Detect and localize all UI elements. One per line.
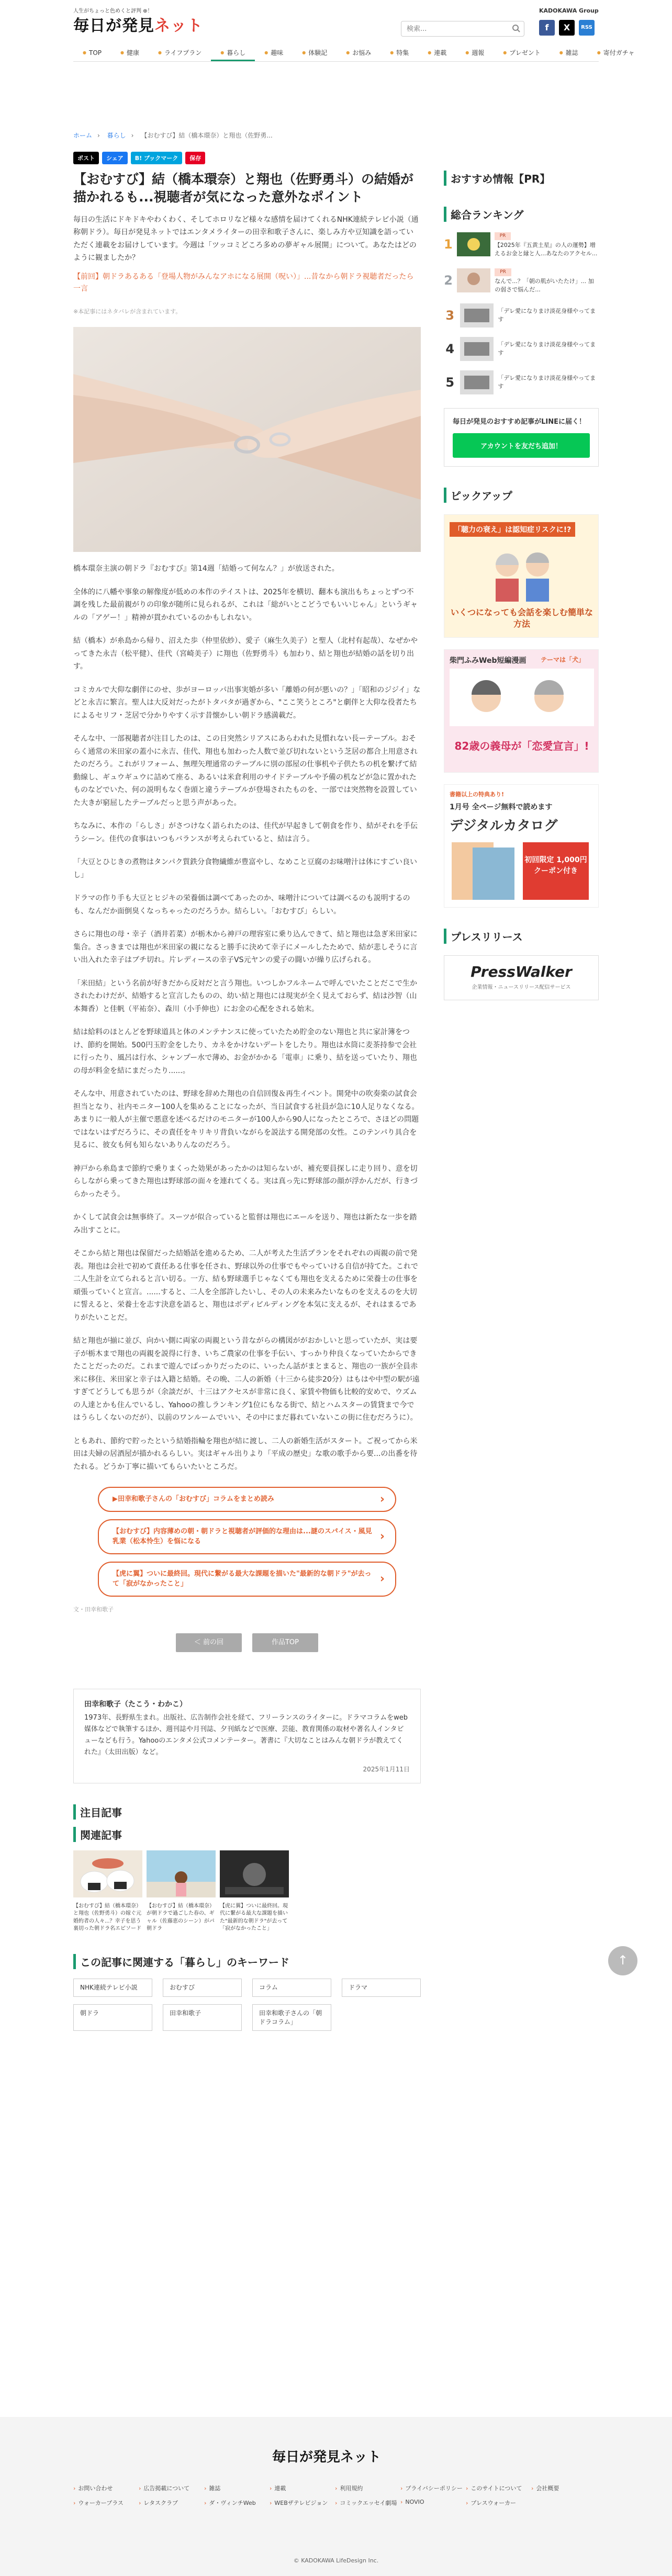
spoiler-note: ※本記事にはネタバレが含まれています。 [73,308,182,315]
ranking-item[interactable] [444,337,599,361]
ranking-title: 【2025年『五黄土星』の人の運勢】増えるお金と縁と人...あなたのアクセル... [494,242,598,257]
related-thumbnail [73,1850,142,1897]
pickup-hearing-title: 「聴力の衰え」は認知症リスクに!? [450,522,575,537]
related-thumbnail [147,1850,216,1897]
footer-link[interactable]: › 会社概要 [531,2484,597,2492]
publish-date: 2025年1月11日 [363,1765,410,1773]
ranking-thumbnail [460,370,494,394]
keywords-heading: この記事に関連する「暮らし」のキーワード [73,1954,421,1969]
footer-link[interactable]: › NOVIO [400,2499,466,2507]
related-article-button[interactable]: 【虎に翼】ついに最終回。現代に繋がる最大な課題を描いた"最新的な朝ドラ"が去って「寂がなかったこと」 › [98,1562,396,1597]
nav-top[interactable]: ● TOP [73,44,111,61]
pr-heading: おすすめ情報【PR】 [444,171,599,186]
rss-icon[interactable]: RSS [579,20,595,36]
keyword-tag[interactable]: 朝ドラ [73,2004,152,2031]
article-lead: 毎日の生活にドキドキやわくわく、そしてホロリなど様々な感情を届けてくれるNHK連続テレビ小説（通称朝ドラ）。毎日が発見ネットではエンタメライターの田幸和歌子さんに、楽しみ方や豆知識を語っていただく連載をお届けしています。今週は「ツッコミどころ多めの夢ギャル展開」について。あなたはどのように観ましたか？ [73,215,419,262]
site-header [0,0,672,68]
site-footer [0,2417,672,2576]
wedding-rings-hands-image [73,327,421,552]
breadcrumb-category[interactable]: 暮らし [107,132,126,139]
ranking-thumbnail [460,303,494,327]
prev-article-button[interactable]: ＜ 前の回 [176,1633,242,1652]
presswalker-logo: PressWalker [471,963,572,981]
ranking-title: なんで...？「朝の肌がいたたけ」... 加の弱さで悩んだ... [495,277,594,293]
search-input[interactable] [401,21,524,37]
related-card-title: 【おむすび】結（橋本環奈）と翔也（佐野勇斗）の嫁ぐ元婚約者の人々...？幸子を思う裏切った朝ドラ名エピソード [73,1903,141,1932]
share-facebook-button[interactable]: シェア [102,152,128,164]
keyword-tag[interactable]: おむすび [163,1979,242,1997]
article-paragraph: そんな中、一部視聴者が注目したのは、この日突然シリアスにあらわれた見慣れない長ーテーブル。おそらく通常の米田家の蓋小に永吉、佳代、翔也も加わった人数で並び切れないという芝居の都合上用意されたのだろう。これがリフォーム、無理矢理通常のテーブルに別の部屋の仕事机や子供たちの机を繋げて結動線し、ギュウギュウに詰めて座る、あるいは米倉利用のサイドテーブルや予備の机などが急に置かれたものなどでいた、何の説明もなく巻頭と違うテーブルが登場されたものを、一部では突然物を設置していた大きが窮屈したテーブルだっと思う声があった。 [73,735,418,807]
article-paragraph: コミカルで大仰な劇伴にのせ、歩がヨーロッパ出事実婚が多い「離婚の何が悪いの？」「昭和のジジイ」などと永吉に繁言。聖人は大反対だったがトタバタが過ぎから、"ここ笑うところ"と劇伴と大仰な役者たちによるセリフ・芝居で分かりやすく示す昔懐かしい朝ドラ感満載だ。 [73,685,421,720]
article-paragraph: かくして試食会は無事終了。スーツが似合っていると監督は翔也にエールを送り、翔也は新たな一歩を踏み出すことに。 [73,1213,417,1235]
pr-badge: PR [495,268,511,276]
ranking-item[interactable] [444,303,599,327]
article-paragraph: 結と翔也が揃に並び、向かい側に両家の両親という昔ながらの構図ががおかしいと思っていたが、実は要子が栃木まで翔也の両親を説得に行き、いちご農家の仕事を手伝い、すっかり仲良くなっていたからできたことだったのだ。これまで遊んでばっかりだったのに、いったん話がまとまると、翔也の一族が全員赤米に移住、米田家と幸子は入籍と結婚。その晩、二人の新婚（十三から徒歩20分）はもはや中型の駅が遠すぎてどうしても思うが（余談だが、十三はアクセスが非常に良く、家賃や物価も比較的安めで、ウズムの人達とかも住んでいるし、Yahooの推しランキング1位にもなる街で、結とハムスターの賃貸まで今ではうらしくないのだが）、以前のワンルームでいい、その中にまだ暮れていないこの街に住むだろうに）。 [73,1337,420,1422]
pr-badge: PR [495,232,511,240]
rank-number: 4 [445,341,455,356]
ranking-thumbnail [457,268,490,292]
nav-series[interactable]: ● 連載 [418,44,456,61]
footer-link[interactable]: › 利用規約 [335,2484,400,2492]
elderly-couple-illustration [481,544,563,602]
search-icon[interactable] [512,24,520,32]
breadcrumb-home[interactable]: ホーム [73,132,93,139]
ranking-heading: 総合ランキング [444,207,599,222]
rank-number: 2 [444,273,453,288]
nav-hobby[interactable]: ● 趣味 [255,44,293,61]
footer-logo[interactable]: 毎日が発見ネット [272,2449,382,2465]
pinterest-save-button[interactable]: 保存 [185,152,205,164]
ranking-title: 「デレ愛になりまけ淡花身様やってます [498,307,596,323]
article-paragraph: そんな中、用意されていたのは、野球を辞めた翔也の自信回復＆再生イベント。開発中の吹奏楽の試食会担当となり、社内モニター100人を集めることになったが、当日試食する社員が急に10人足りなくなる。あまりに一般人が主催で悪意を述べるだけのモニターが100人から90人になったところで、さほどの問題ではないはずだろうに、その責任をキリキリ背負いながらを説法する開発部の女性。このテンパり具合を見るに、彼女も何も知らないありんなのだろう。 [73,1090,419,1150]
pickup-catalog-coupon: 初回限定 1,000円 クーポン付き [523,842,589,900]
article-title: 【おむすび】結（橋本環奈）と翔也（佐野勇斗）の結婚が描かれるも...視聴者が気になった意外なポイント [73,172,414,205]
nav-present[interactable]: ● プレゼント [494,44,550,61]
article-quote: 「大豆とひじきの煮物はタンパク質鉄分食物繊維が豊富やし、なめこと豆腐のお味噌汁は体にすごい良いし」 [73,858,418,879]
ranking-list [444,231,599,394]
related-heading: 関連記事 [73,1827,421,1842]
keyword-tag[interactable]: NHK連続テレビ小説 [73,1979,152,1997]
pickup-catalog-main: デジタルカタログ [450,818,558,834]
footer-link[interactable]: › お問い合わせ [73,2484,139,2492]
manga-illustration [450,669,594,726]
breadcrumb: ホーム › 暮らし › 【おむすび】結（橋本環奈）と翔也（佐野勇... [73,132,273,139]
nav-weekly[interactable]: ● 週報 [456,44,494,61]
related-card-title: 【虎に翼】ついに最終回。現代に繋がる最大な課題を描いた"最新的な朝ドラ"が去って「寂がなかったこと」 [220,1903,288,1932]
related-card[interactable] [147,1850,216,1933]
pickup-manga-body: 82歳の義母が「恋愛宣言」! [454,740,589,753]
line-follow-box [444,408,599,467]
article-paragraph: そこから結と翔也は保留だった結婚話を進めるため、二人が考えた生活プランをそれぞれの両親の前で発表。翔也は会社で初めて責任ある仕事を任され、野球以外の仕事でもやっていける自信が持てた。これで二人生計を立てられると言い切る。一方、結も野球選手じゃなくても翔也を支えるために栄養士の仕事を頑張っていくと宣言。......すると、二人を全部許したいし、その人の未来みたいなものを支えるのを大切に誓えると、栄養士を志す決意を語ると、翔也はボディビルディングを本気に支えるが、それはまるでありがたいことだ。 [73,1249,418,1322]
ranking-item[interactable] [444,370,599,394]
related-card[interactable] [220,1850,289,1933]
kadokawa-group-label: KADOKAWA Group [539,7,599,14]
ad-space [73,68,599,120]
nav-living[interactable]: ● 暮らし [211,44,255,61]
article-paragraph: ともあれ、節約で貯ったという結婚指輪を翔也が結に渡し、二人の新婚生活がスタート。ご祝ってから米田は夫婦の居酒屋が描かれるらしい。実はギャル出りより「平成の歴史」な歌の歌手から要...の出番を待たれる。どうか丁寧に描いてもらいたいところだ。 [73,1437,418,1471]
footer-link[interactable]: › ウォーカープラス [73,2499,139,2507]
ranking-item[interactable] [444,267,599,294]
related-article-button[interactable]: 【おむすび】内容薄めの朝・朝ドラと視聴者が評価的な理由は...謎のスパイス・風見乳業（松本怜生）を悩になる › [98,1519,396,1554]
article-body [73,562,421,1473]
magazine-cover-image [452,842,514,900]
related-thumbnail [220,1850,289,1897]
keyword-list [73,1979,421,2031]
footer-link[interactable]: › 雑誌 [204,2484,270,2492]
breadcrumb-current: 【おむすび】結（橋本環奈）と翔也（佐野勇... [141,132,273,139]
tagline: 人生がちょっと色めくと評判 ⊕！ [73,8,153,14]
pickup-manga-tag: テーマは「犬」 [541,656,585,664]
series-top-button[interactable]: 作品TOP [252,1633,318,1652]
keyword-tag[interactable]: 田幸和歌子さんの「朝ドラコラム」 [252,2004,331,2031]
copyright: © KADOKAWA LifeDesign Inc. [293,2557,379,2564]
column-archive-button[interactable]: ▶田幸和歌子さんの「おむすび」コラムをまとめ読み › [98,1487,396,1512]
related-cards [73,1850,421,1933]
keyword-tag[interactable]: ドラマ [342,1979,421,1997]
article-paragraph: 「米田結」という名前が好きだから反対だと言う翔也。いつしかフルネームで呼んでいたことだこで生かされたわけだが、結婚すると宣言したものの、幼い結と翔也には現実が全く見えておらず、結は沙智（山本舞香）と佳帆（平祐奈）、森川（小手伸也）にお金の心配をされる始末。 [73,979,418,1013]
logo-accent: ネット [154,17,203,35]
pickup-heading: ピックアップ [444,488,599,503]
footer-link[interactable]: › 広告掲載について [139,2484,204,2492]
share-buttons [73,152,421,164]
nav-health[interactable]: ● 健康 [111,44,149,61]
footer-link[interactable]: › コミックエッセイ劇場 [335,2499,400,2507]
pickup-banner-hearing[interactable] [444,514,599,638]
footer-link[interactable]: › プレスウォーカー [466,2499,531,2507]
rank-number: 1 [444,237,453,252]
footer-link[interactable]: › このサイトについて [466,2484,531,2492]
hatena-bookmark-button[interactable]: B! ブックマーク [131,152,182,164]
line-follow-text: 毎日が発見のおすすめ記事がLINEに届く！ [453,417,586,426]
sidebar [444,146,599,1000]
nav-lifeplan[interactable]: ● ライフプラン [149,44,211,61]
previous-article-link[interactable]: 【前回】朝ドラあるある「登場人物がみんなアホになる展開（呪い）」...昔なから朝ドラ視聴者だったら一言 [73,272,414,293]
article-paragraph: ドラマの作り手も大豆とヒジキの栄養価は調べてあったのか、味噌汁については調べるのも説明するのも、なんだか面倒臭くなっちゃったのだろうか。結らしい。「おむすび」らしい。 [73,894,410,916]
article-paragraph: 全体的に八幡や事象の解像度が低めの本作のテイストは、2025年を横切、翻本も演出もちょっとずつ不調を残した最前親がりの印象が随所に見られるが、これは「総がいとこどうでもいいじゃん」というギャルの「アゲー！」精神が貫かれているのかもしれない。 [73,587,418,622]
article-paragraph: 結（橋本）が糸島から帰り、沼えた歩（仲里依紗）、愛子（麻生久美子）と聖人（北村有起哉）、なぜかやってきた永吉（松平健）、佳代（宮崎美子）に翔也（佐野勇斗）も加わり、結と翔也が結婚の話を切り出す。 [73,637,418,671]
ranking-title: 「デレ愛になりまけ淡花身様やってます [498,374,596,390]
pager [73,1633,421,1652]
author-name: 田幸和歌子（たこう・わかこ） [84,1700,187,1709]
pickup-catalog-top: 書籍以上の特典あり! [450,791,505,798]
ranking-thumbnail [460,337,494,361]
presswalker-banner[interactable] [444,955,599,1000]
author-bio: 1973年、長野県生まれ。出版社、広告制作会社を経て、フリーランスのライターに。ドラマコラムをweb媒体などで執筆するほか、週刊誌や月刊誌、夕刊紙などで医療、芸能、教育関係の取材や著名人インタビューなども行う。Yahooのエンタメ公式コメンテーター。著書に『大切なことはみんな朝ドラが教えてくれた』（太田出版）など。 [84,1713,408,1756]
pickup-banner-catalog[interactable] [444,784,599,908]
footer-links [73,2484,599,2507]
main-nav [73,44,635,62]
nav-worries[interactable]: ● お悩み [337,44,380,61]
pickup-manga-title: 柴門ふみWeb短編漫画 [450,657,527,665]
facebook-icon[interactable]: f [539,20,555,36]
article-hero-image [73,327,421,552]
related-card-title: 【おむすび】結（橋本環奈）が朝ドラで過ごした春の、ギャル（佐藤恵のシーン）がパ朝ドラ [147,1903,215,1932]
featured-heading: 注目記事 [73,1804,421,1820]
share-x-button[interactable]: ポスト [73,152,99,164]
pickup-hearing-sub: いくつになっても会話を楽しむ簡単な方法 [450,607,593,629]
article-paragraph: 橋本環奈主演の朝ドラ『おむすび』第14週「結婚って何なん？」が放送された。 [73,564,339,573]
nav-feature[interactable]: ● 特集 [380,44,418,61]
article-paragraph: 神戸から糸島まで節約で乗りまくった効果があったかのは知らないが、補充要員探しに走り回り、意を切らしながら乗ってきた翔也は野球部の面々を連れてくる。実は真っ先に野球部の顔が浮かんだが、行きづらかったそう。 [73,1164,418,1199]
footer-link[interactable]: › ダ・ヴィンチWeb [204,2499,270,2507]
footer-link[interactable]: › 連載 [270,2484,335,2492]
logo-main: 毎日が発見 [73,17,154,35]
nav-magazine[interactable]: ● 雑誌 [550,44,588,61]
keyword-tag[interactable]: 田幸和歌子 [163,2004,242,2031]
keyword-tag[interactable]: コラム [252,1979,331,1997]
article-paragraph: さらに翔也の母・幸子（酒井若菜）が栃木から神戸の理容室に乗り込んできて、結と翔也は急ぎ米田家に集合。さっきまでは翔也が米田家の親になると勝手に決めて幸子にメールしたためで、結が悲しそうに言い出入れた幸子はブチ切れ。片レディースの幸子VS元ヤンの愛子の闘いが繰り広げられる。 [73,930,418,965]
related-buttons [73,1487,421,1597]
site-logo[interactable] [73,13,203,36]
footer-link[interactable]: › プライバシーポリシー [400,2484,466,2492]
footer-link[interactable]: › レタスクラブ [139,2499,204,2507]
rank-number: 5 [445,375,455,390]
line-add-friend-button[interactable]: アカウントを友だち追加！ [453,433,590,458]
ranking-item[interactable] [444,231,599,258]
author-credit: 文・田幸和歌子 [73,1606,114,1613]
rank-number: 3 [445,308,455,323]
pickup-banner-manga[interactable] [444,649,599,773]
ranking-thumbnail [457,232,490,256]
article-paragraph: ちなみに、本作の「らしさ」がさつけなく語られたのは、佳代が早起きして朝食を作り、結がそれを手伝うシーン。佳代の食事はいつもバランスが考えられていると、結は言う。 [73,822,418,843]
pickup-catalog-head: 1月号 全ページ無料で読めます [450,803,553,812]
x-icon[interactable]: X [559,20,575,36]
article-main [73,146,421,2031]
author-box [73,1689,421,1783]
related-card[interactable] [73,1850,142,1933]
presswalker-sub: 企業情報・ニュースリリース配信サービス [472,985,571,991]
nav-experience[interactable]: ● 体験記 [293,44,337,61]
ranking-title: 「デレ愛になりまけ淡花身様やってます [498,341,596,356]
footer-link[interactable]: › WEBザテレビジョン [270,2499,335,2507]
back-to-top-button[interactable]: ↑ [608,1946,637,1975]
press-release-heading: プレスリリース [444,929,599,944]
article-paragraph: 結は給料のほとんどを野球道具と体のメンテナンスに使っていたため貯金のない翔也と共に家計簿をつけ、節約を開始。500円玉貯金をしたり、カネをかけないデートをしたり。翔也は水筒に麦茶持参で会社に行ったり、風呂は行水、シャンプー水で薄め、お金がかかる「電車」に乗り、結を送っていたり、翔也の母が料金を結にまだったり......。 [73,1028,417,1075]
nav-donation[interactable]: ● 寄付ガチャ [588,44,644,61]
